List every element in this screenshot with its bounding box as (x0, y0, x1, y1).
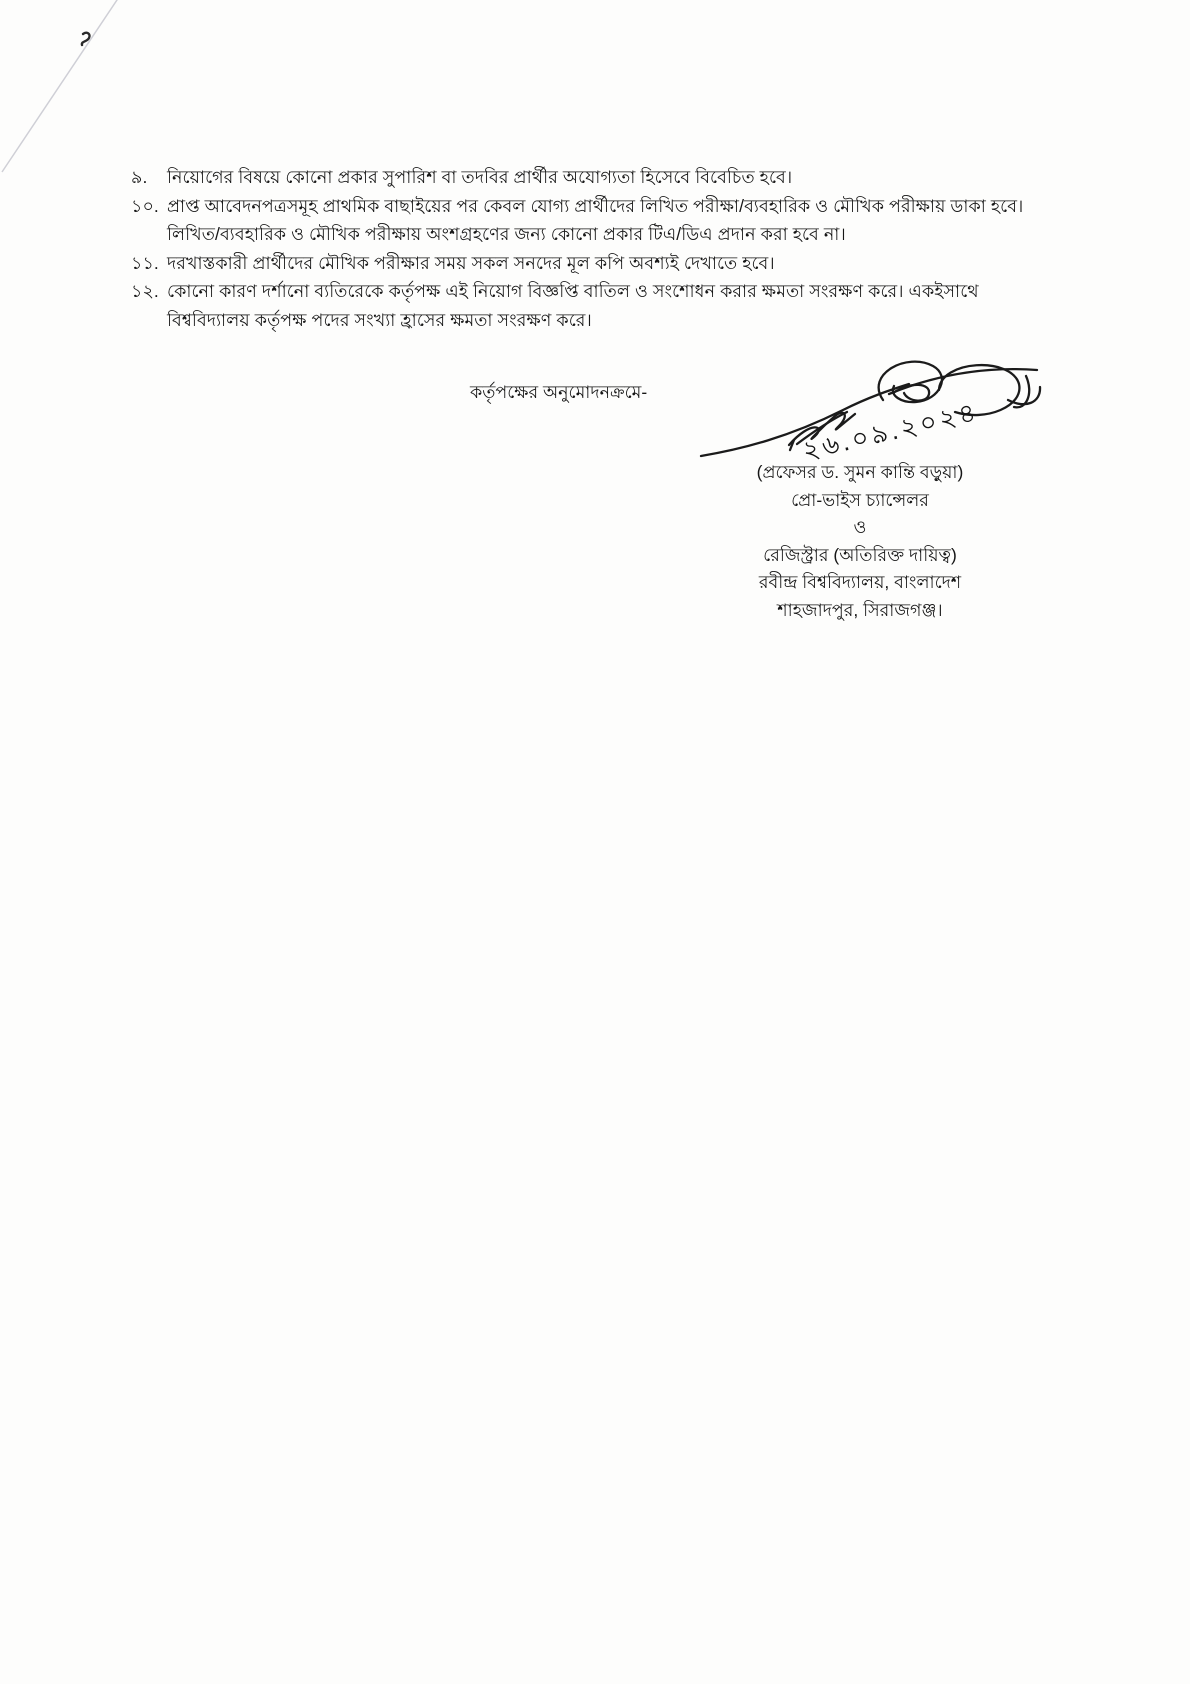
signature-block (693, 348, 1045, 470)
signatory-organization: রবীন্দ্র বিশ্ববিদ্যালয়, বাংলাদেশ (758, 572, 962, 592)
item-text: দরখাস্তকারী প্রার্থীদের মৌখিক পরীক্ষার সময় সকল সনদের মূল কপি অবশ্যই দেখাতে হবে। (167, 252, 775, 273)
item-text: কোনো কারণ দর্শানো ব্যতিরেকে কর্তৃপক্ষ এই নিয়োগ বিজ্ঞপ্তি বাতিল ও সংশোধন করার ক্ষমতা সংরক্ষণ করে। একইসাথে (167, 281, 979, 301)
item-number: ৯. (131, 167, 148, 187)
scan-fold-line (0, 0, 140, 180)
list-item-10 (131, 192, 1036, 249)
item-number: ১০. (131, 195, 159, 216)
signatory-name: (প্রফেসর ড. সুমন কান্তি বড়ুয়া) (756, 462, 964, 482)
list-item-12 (131, 277, 1036, 334)
list-item-11 (131, 249, 1036, 278)
item-number: ১২. (131, 281, 159, 301)
item-text: লিখিত/ব্যবহারিক ও মৌখিক পরীক্ষায় অংশগ্রহণের জন্য কোনো প্রকার টিএ/ডিএ প্রদান করা হবে না। (167, 224, 846, 244)
signature-scrawl (693, 348, 1045, 470)
signatory-block (660, 459, 1060, 624)
list-item-9 (131, 163, 1036, 192)
item-text: প্রাপ্ত আবেদনপত্রসমূহ প্রাথমিক বাছাইয়ের পর কেবল যোগ্য প্রার্থীদের লিখিত পরীক্ষা/ব্যবহারিক ও মৌখিক পরীক্ষায় ডাকা হবে। (167, 195, 1024, 216)
notice-list (131, 163, 1036, 334)
approval-label: কর্তৃপক্ষের অনুমোদনক্রমে- (470, 382, 648, 402)
handwritten-date: ২৬.০৯.২০২৪ (799, 396, 982, 466)
item-text: নিয়োগের বিষয়ে কোনো প্রকার সুপারিশ বা তদবির প্রার্থীর অযোগ্যতা হিসেবে বিবেচিত হবে। (167, 167, 793, 187)
signatory-location: শাহজাদপুর, সিরাজগঞ্জ। (777, 599, 943, 620)
item-number: ১১. (131, 252, 159, 273)
item-text: বিশ্ববিদ্যালয় কর্তৃপক্ষ পদের সংখ্যা হ্রাসের ক্ষমতা সংরক্ষণ করে। (167, 309, 592, 330)
signatory-title-1: প্রো-ভাইস চ্যান্সেলর (791, 489, 929, 510)
signatory-conjunction: ও (853, 517, 867, 537)
signatory-title-2: রেজিস্ট্রার (অতিরিক্ত দায়িত্ব) (763, 544, 957, 565)
